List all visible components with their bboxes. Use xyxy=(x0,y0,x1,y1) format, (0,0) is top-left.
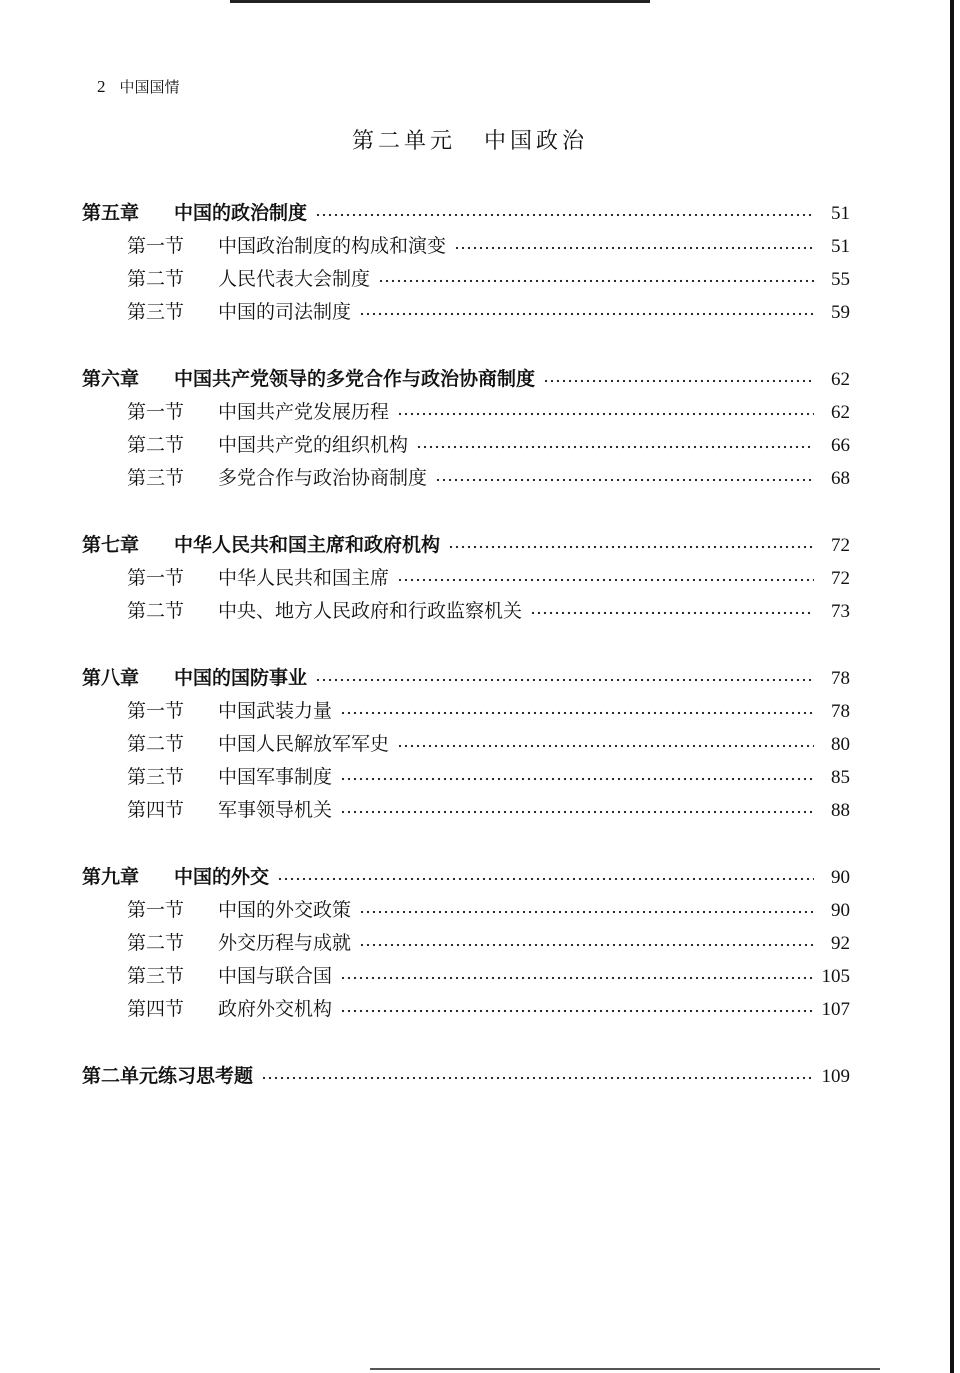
section-entry-label: 第一节 xyxy=(127,899,185,921)
page-ref: 62 xyxy=(831,402,850,423)
section-entry-title: 政府外交机构 xyxy=(218,998,333,1020)
chapter-entry-title: 中国的政治制度 xyxy=(174,202,308,224)
section-entry[interactable] xyxy=(82,922,850,955)
unit-label: 第二单元 xyxy=(352,129,457,154)
section-entry-title: 中国军事制度 xyxy=(218,766,333,788)
exercises-entry[interactable] xyxy=(82,1055,850,1088)
chapter-entry[interactable] xyxy=(82,856,850,889)
chapter-entry-title: 中国的国防事业 xyxy=(174,667,308,689)
exercises-entry-title: 第二单元练习思考题 xyxy=(82,1065,254,1087)
section-entry-label: 第二节 xyxy=(127,600,185,622)
dot-leader xyxy=(359,943,814,947)
dot-leader xyxy=(397,578,814,582)
page-ref: 68 xyxy=(831,468,850,489)
dot-leader xyxy=(340,777,814,781)
scan-edge-right xyxy=(950,0,954,1373)
page-ref: 72 xyxy=(831,535,850,556)
section-entry-label: 第四节 xyxy=(127,998,185,1020)
chapter-group xyxy=(82,524,850,623)
section-entry[interactable] xyxy=(82,756,850,789)
section-entry-label: 第三节 xyxy=(127,965,185,987)
section-entry[interactable] xyxy=(82,955,850,988)
dot-leader xyxy=(315,678,814,682)
section-entry-label: 第一节 xyxy=(127,567,185,589)
section-entry[interactable] xyxy=(82,291,850,324)
page-ref: 88 xyxy=(831,800,850,821)
page-ref: 90 xyxy=(831,900,850,921)
dot-leader xyxy=(340,1009,814,1013)
section-entry-title: 外交历程与成就 xyxy=(218,932,352,954)
section-entry-title: 中华人民共和国主席 xyxy=(218,567,390,589)
section-entry-label: 第二节 xyxy=(127,434,185,456)
page-ref: 90 xyxy=(831,867,850,888)
chapter-entry-label: 第九章 xyxy=(82,866,140,888)
running-header xyxy=(97,76,180,97)
chapter-entry-label: 第七章 xyxy=(82,534,140,556)
chapter-group xyxy=(82,657,850,822)
dot-leader xyxy=(530,611,814,615)
dot-leader xyxy=(340,810,814,814)
chapter-entry[interactable] xyxy=(82,524,850,557)
section-entry-label: 第四节 xyxy=(127,799,185,821)
dot-leader xyxy=(448,545,814,549)
dot-leader xyxy=(340,976,814,980)
page-ref: 59 xyxy=(831,302,850,323)
page-ref: 62 xyxy=(831,369,850,390)
page-ref: 73 xyxy=(831,601,850,622)
scan-edge-top xyxy=(230,0,650,3)
chapter-entry-label: 第五章 xyxy=(82,202,140,224)
dot-leader xyxy=(340,711,814,715)
table-of-contents xyxy=(82,192,850,1088)
chapter-entry-title: 中国的外交 xyxy=(174,866,270,888)
chapter-entry-label: 第八章 xyxy=(82,667,140,689)
section-entry-title: 中国人民解放军军史 xyxy=(218,733,390,755)
section-entry[interactable] xyxy=(82,889,850,922)
dot-leader xyxy=(454,246,814,250)
section-entry-label: 第二节 xyxy=(127,733,185,755)
dot-leader xyxy=(416,445,814,449)
section-entry-title: 军事领导机关 xyxy=(218,799,333,821)
dot-leader xyxy=(277,877,814,881)
page-ref: 72 xyxy=(831,568,850,589)
section-entry[interactable] xyxy=(82,457,850,490)
page-ref: 66 xyxy=(831,435,850,456)
book-title: 中国国情 xyxy=(119,78,180,96)
section-entry[interactable] xyxy=(82,424,850,457)
section-entry-title: 中国共产党的组织机构 xyxy=(218,434,409,456)
dot-leader xyxy=(261,1076,814,1080)
chapter-entry[interactable] xyxy=(82,358,850,391)
page-ref: 109 xyxy=(821,1066,850,1087)
page-ref: 92 xyxy=(831,933,850,954)
section-entry-title: 中国政治制度的构成和演变 xyxy=(218,235,447,257)
section-entry-label: 第二节 xyxy=(127,268,185,290)
page-ref: 105 xyxy=(821,966,850,987)
section-entry-title: 中国的外交政策 xyxy=(218,899,352,921)
chapter-entry-label: 第六章 xyxy=(82,368,140,390)
page-ref: 80 xyxy=(831,734,850,755)
section-entry-label: 第三节 xyxy=(127,467,185,489)
section-entry-title: 中国共产党发展历程 xyxy=(218,401,390,423)
unit-title xyxy=(352,124,588,155)
section-entry-label: 第三节 xyxy=(127,766,185,788)
section-entry-title: 人民代表大会制度 xyxy=(218,268,371,290)
page-number: 2 xyxy=(97,77,106,96)
page-ref: 51 xyxy=(831,203,850,224)
dot-leader xyxy=(543,379,814,383)
section-entry-title: 中央、地方人民政府和行政监察机关 xyxy=(218,600,523,622)
section-entry[interactable] xyxy=(82,225,850,258)
chapter-group xyxy=(82,358,850,490)
chapter-group xyxy=(82,192,850,324)
section-entry[interactable] xyxy=(82,690,850,723)
page-ref: 51 xyxy=(831,236,850,257)
section-entry[interactable] xyxy=(82,988,850,1021)
dot-leader xyxy=(315,213,814,217)
section-entry-title: 中国与联合国 xyxy=(218,965,333,987)
section-entry-label: 第一节 xyxy=(127,401,185,423)
section-entry-label: 第一节 xyxy=(127,235,185,257)
page-ref: 85 xyxy=(831,767,850,788)
scan-edge-bottom xyxy=(370,1368,880,1370)
dot-leader xyxy=(435,478,814,482)
dot-leader xyxy=(359,312,814,316)
dot-leader xyxy=(359,910,814,914)
section-entry[interactable] xyxy=(82,590,850,623)
dot-leader xyxy=(397,744,814,748)
section-entry-label: 第一节 xyxy=(127,700,185,722)
section-entry-title: 中国武装力量 xyxy=(218,700,333,722)
section-entry-title: 多党合作与政治协商制度 xyxy=(218,467,428,489)
section-entry-title: 中国的司法制度 xyxy=(218,301,352,323)
chapter-entry[interactable] xyxy=(82,192,850,225)
dot-leader xyxy=(397,412,814,416)
dot-leader xyxy=(378,279,814,283)
page-ref: 78 xyxy=(831,701,850,722)
page-ref: 107 xyxy=(821,999,850,1020)
section-entry[interactable] xyxy=(82,557,850,590)
section-entry-label: 第二节 xyxy=(127,932,185,954)
section-entry[interactable] xyxy=(82,258,850,291)
chapter-entry[interactable] xyxy=(82,657,850,690)
section-entry[interactable] xyxy=(82,723,850,756)
section-entry-label: 第三节 xyxy=(127,301,185,323)
chapter-entry-title: 中华人民共和国主席和政府机构 xyxy=(174,534,441,556)
unit-name: 中国政治 xyxy=(484,129,589,154)
section-entry[interactable] xyxy=(82,789,850,822)
section-entry[interactable] xyxy=(82,391,850,424)
chapter-entry-title: 中国共产党领导的多党合作与政治协商制度 xyxy=(174,368,536,390)
page-ref: 78 xyxy=(831,668,850,689)
page-ref: 55 xyxy=(831,269,850,290)
chapter-group xyxy=(82,856,850,1021)
